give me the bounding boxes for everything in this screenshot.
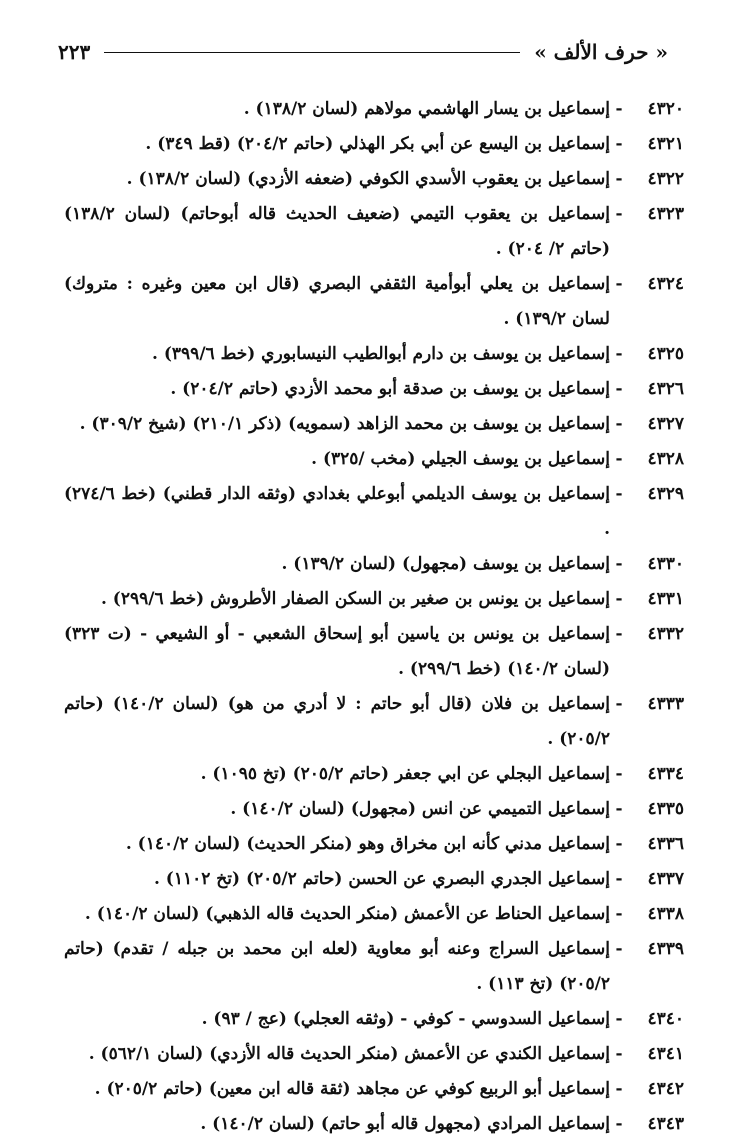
list-item	[64, 477, 684, 547]
entry-dash: -	[615, 589, 623, 609]
entry-number: ٤٣٢٨	[647, 449, 684, 469]
entry-number: ٤٣٣٣	[647, 694, 684, 714]
entry-text: إسماعيل بن يسار الهاشمي مولاهم (لسان ١٣٨/٢) .	[243, 99, 610, 119]
list-item	[64, 442, 684, 477]
list-item	[64, 757, 684, 792]
entry-number: ٤٣٢٦	[647, 379, 684, 399]
entry-text: إسماعيل مدني كأنه ابن مخراق وهو (منكر الحديث) (لسان ١٤٠/٢) .	[125, 834, 610, 854]
list-item	[64, 267, 684, 337]
entry-text: إسماعيل بن يوسف بن دارم أبوالطيب النيسابوري (خط ٣٩٩/٦) .	[152, 344, 610, 364]
entry-text: إسماعيل المرادي (مجهول قاله أبو حاتم) (لسان ١٤٠/٢) .	[200, 1114, 610, 1134]
entry-dash: -	[615, 1044, 623, 1064]
list-item	[64, 582, 684, 617]
page-number: ٢٢٣	[58, 40, 91, 64]
entry-dash: -	[615, 169, 623, 189]
entry-text: إسماعيل بن فلان (قال أبو حاتم : لا أدري من هو) (لسان ١٤٠/٢) (حاتم ٢٠٥/٢) .	[64, 694, 610, 749]
entry-text: إسماعيل بن يوسف بن صدقة أبو محمد الأزدي (حاتم ٢٠٤/٢) .	[170, 379, 610, 399]
entry-dash: -	[615, 694, 623, 714]
list-item	[64, 127, 684, 162]
list-item	[64, 827, 684, 862]
list-item	[64, 162, 684, 197]
list-item	[64, 372, 684, 407]
entry-number: ٤٣٢٠	[647, 99, 684, 119]
list-item	[64, 1037, 684, 1072]
entry-text: إسماعيل بن يعقوب التيمي (ضعيف الحديث قاله أبوحاتم) (لسان ١٣٨/٢) (حاتم ٢/ ٢٠٤) .	[64, 204, 610, 259]
entry-dash: -	[615, 764, 623, 784]
list-item	[64, 407, 684, 442]
entry-dash: -	[615, 799, 623, 819]
entry-text: إسماعيل أبو الربيع كوفي عن مجاهد (ثقة قاله ابن معين) (حاتم ٢٠٥/٢) .	[94, 1079, 610, 1099]
entry-number: ٤٣٢٥	[647, 344, 684, 364]
entry-number: ٤٣٣٩	[647, 939, 684, 959]
header-rule	[104, 52, 520, 53]
list-item	[64, 862, 684, 897]
list-item	[64, 1002, 684, 1037]
entry-dash: -	[615, 869, 623, 889]
list-item	[64, 617, 684, 687]
entry-text: إسماعيل السدوسي - كوفي - (وثقه العجلي) (عج / ٩٣) .	[201, 1009, 610, 1029]
entry-number: ٤٣٢٧	[647, 414, 684, 434]
entry-number: ٤٣٤٠	[647, 1009, 684, 1029]
entry-text: إسماعيل بن يعقوب الأسدي الكوفي (ضعفه الأزدي) (لسان ١٣٨/٢) .	[126, 169, 610, 189]
entry-text: إسماعيل بن اليسع عن أبي بكر الهذلي (حاتم ٢٠٤/٢) (قط ٣٤٩) .	[145, 134, 610, 154]
list-item	[64, 932, 684, 1002]
entry-number: ٤٣٢٣	[647, 204, 684, 224]
entry-dash: -	[615, 624, 623, 644]
entry-text: إسماعيل بن يعلي أبوأمية الثقفي البصري (قال ابن معين وغيره : متروك) لسان ١٣٩/٢) .	[64, 274, 610, 329]
entry-number: ٤٣٣٦	[647, 834, 684, 854]
chapter-title: « حرف الألف »	[534, 40, 668, 64]
entry-number: ٤٣٢٤	[647, 274, 684, 294]
entry-dash: -	[615, 449, 623, 469]
entry-dash: -	[615, 414, 623, 434]
entry-number: ٤٣٣٥	[647, 799, 684, 819]
entry-dash: -	[615, 1114, 623, 1134]
list-item	[64, 792, 684, 827]
entry-number: ٤٣٣٧	[647, 869, 684, 889]
entry-dash: -	[615, 554, 623, 574]
entry-text: إسماعيل بن يوسف الديلمي أبوعلي بغدادي (وثقه الدار قطني) (خط ٢٧٤/٦) .	[64, 484, 610, 539]
entry-number: ٤٣٤١	[647, 1044, 684, 1064]
entry-number: ٤٣٢٢	[647, 169, 684, 189]
entry-dash: -	[615, 1009, 623, 1029]
list-item	[64, 687, 684, 757]
entry-number: ٤٣٤٣	[647, 1114, 684, 1134]
entry-number: ٤٣٣١	[647, 589, 684, 609]
entry-dash: -	[615, 834, 623, 854]
entry-dash: -	[615, 204, 623, 224]
entry-text: إسماعيل البجلي عن ابي جعفر (حاتم ٢٠٥/٢) (تخ ١٠٩٥) .	[200, 764, 610, 784]
list-item	[64, 337, 684, 372]
entry-number: ٤٣٣٢	[647, 624, 684, 644]
entry-text: إسماعيل التميمي عن انس (مجهول) (لسان ١٤٠/٢) .	[230, 799, 610, 819]
entry-text: إسماعيل الكندي عن الأعمش (منكر الحديث قاله الأزدي) (لسان ٥٦٢/١) .	[88, 1044, 610, 1064]
entry-dash: -	[615, 134, 623, 154]
list-item	[64, 547, 684, 582]
entry-text: إسماعيل بن يوسف الجيلي (مخب /٣٢٥) .	[311, 449, 610, 469]
entry-dash: -	[615, 939, 623, 959]
entry-text: إسماعيل بن يونس بن ياسين أبو إسحاق الشعبي - أو الشيعي - (ت ٣٢٣) (لسان ١٤٠/٢) (خط ٢٩٩/٦) .	[64, 624, 610, 679]
entry-text: إسماعيل بن يونس بن صغير بن السكن الصفار الأطروش (خط ٢٩٩/٦) .	[100, 589, 610, 609]
entry-dash: -	[615, 344, 623, 364]
list-item	[64, 197, 684, 267]
entry-text: إسماعيل الجدري البصري عن الحسن (حاتم ٢٠٥/٢) (تخ ١١٠٢) .	[153, 869, 610, 889]
entry-number: ٤٣٣٤	[647, 764, 684, 784]
list-item	[64, 1107, 684, 1142]
entry-dash: -	[615, 1079, 623, 1099]
entry-dash: -	[615, 904, 623, 924]
entry-number: ٤٣٢٩	[647, 484, 684, 504]
entry-number: ٤٣٤٢	[647, 1079, 684, 1099]
entry-number: ٤٣٣٨	[647, 904, 684, 924]
entry-number: ٤٣٢١	[647, 134, 684, 154]
entry-text: إسماعيل الحناط عن الأعمش (منكر الحديث قاله الذهبي) (لسان ١٤٠/٢) .	[84, 904, 610, 924]
list-item	[64, 897, 684, 932]
page-header	[58, 36, 668, 68]
entry-text: إسماعيل السراج وعنه أبو معاوية (لعله ابن محمد بن جبله / تقدم) (حاتم ٢٠٥/٢) (تخ ١١٣) .	[64, 939, 610, 994]
entry-dash: -	[615, 274, 623, 294]
entry-number: ٤٣٣٠	[647, 554, 684, 574]
entry-dash: -	[615, 379, 623, 399]
list-item	[64, 1072, 684, 1107]
entry-dash: -	[615, 484, 623, 504]
entry-dash: -	[615, 99, 623, 119]
entry-text: إسماعيل بن يوسف (مجهول) (لسان ١٣٩/٢) .	[281, 554, 610, 574]
entry-text: إسماعيل بن يوسف بن محمد الزاهد (سمويه) (ذكر ٢١٠/١) (شيخ ٣٠٩/٢) .	[79, 414, 610, 434]
entry-list	[64, 92, 684, 1142]
list-item	[64, 92, 684, 127]
